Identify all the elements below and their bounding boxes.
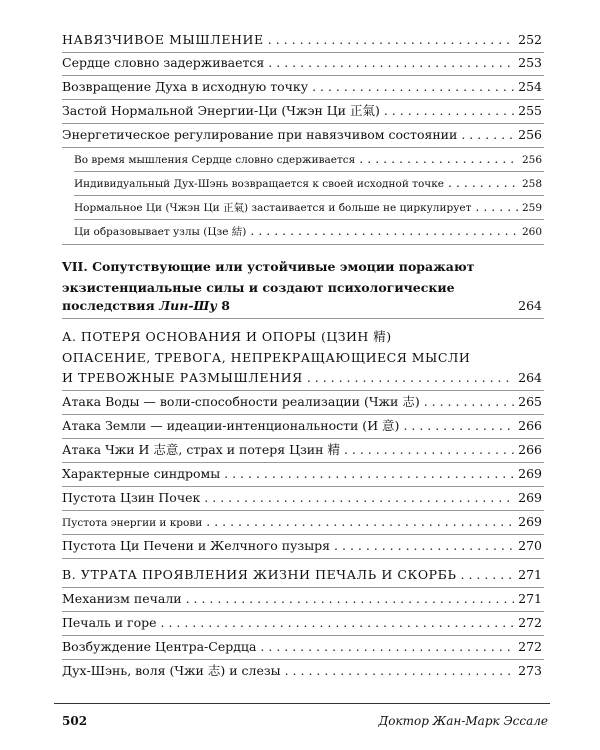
- section-line: А. ПОТЕРЯ ОСНОВАНИЯ И ОПОРЫ (ЦЗИН 精): [62, 329, 392, 344]
- toc-entry-page: 265: [518, 394, 542, 409]
- toc-entry-title: Во время мышления Сердце словно сдерживается: [74, 154, 356, 166]
- leader-dots: [461, 127, 514, 143]
- toc-entry-title: Пустота Ци Печени и Желчного пузыря: [62, 538, 331, 553]
- separator: [74, 171, 544, 172]
- separator: [62, 462, 544, 463]
- separator: [62, 414, 544, 415]
- toc-entry-page: 253: [518, 55, 542, 70]
- section-b-heading: [62, 567, 542, 583]
- toc-entry-title: Пустота энергии и крови: [62, 517, 203, 529]
- toc-entry: [62, 639, 542, 655]
- toc-subentry: [74, 151, 542, 168]
- leader-dots: [461, 567, 515, 583]
- leader-dots: [224, 466, 514, 482]
- running-footer-author: Доктор Жан-Марк Эссале: [378, 714, 548, 728]
- toc-subentry: [74, 223, 542, 240]
- toc-entry-title: Индивидуальный Дух-Шэнь возвращается к своей исходной точке: [74, 178, 445, 190]
- leader-dots: [424, 394, 514, 410]
- chapter-vii-last-line: [62, 298, 542, 314]
- toc-entry-page: 271: [518, 591, 542, 606]
- footer-rule: [54, 703, 550, 704]
- toc-entry-title: Возбуждение Центра-Сердца: [62, 639, 257, 654]
- toc-entry: [62, 466, 542, 482]
- toc-subentry: [74, 175, 542, 192]
- separator: [74, 219, 544, 220]
- toc-entry-page: 266: [518, 418, 542, 433]
- toc-entry-page: 269: [518, 514, 542, 529]
- toc-entry-obsessive-thinking: [62, 32, 542, 48]
- leader-dots: [312, 79, 514, 95]
- leader-dots: [285, 663, 515, 679]
- leader-dots: [268, 55, 514, 71]
- toc-entry-page: 271: [518, 567, 542, 582]
- separator: [74, 195, 544, 196]
- separator: [62, 611, 544, 612]
- separator: [62, 318, 544, 319]
- toc-entry-title: Энергетическое регулирование при навязчивом состоянии: [62, 127, 458, 142]
- toc-entry-title: Атака Земли — идеации-интенциональности (И 意): [62, 418, 400, 433]
- toc-entry-title: Ци образовывает узлы (Цзе 結): [74, 226, 247, 238]
- toc-entry-title: Нормальное Ци (Чжэн Ци 正氣) застаивается и больше не циркулирует: [74, 202, 472, 214]
- toc-entry: [62, 127, 542, 143]
- section-a-last-line: [62, 370, 542, 386]
- toc-entry-page: 258: [521, 178, 542, 190]
- leader-dots: [161, 615, 515, 631]
- leader-dots: [448, 175, 518, 191]
- page-number: 502: [62, 714, 88, 728]
- section-line: ОПАСЕНИЕ, ТРЕВОГА, НЕПРЕКРАЩАЮЩИЕСЯ МЫСЛИ: [62, 350, 471, 365]
- toc-entry-page: 264: [518, 370, 542, 385]
- section-line: И ТРЕВОЖНЫЕ РАЗМЫШЛЕНИЯ: [62, 370, 303, 385]
- leader-dots: [475, 199, 518, 215]
- toc-entry: [62, 55, 542, 71]
- toc-entry-page: 260: [521, 226, 542, 238]
- separator: [62, 587, 544, 588]
- toc-entry-page: 269: [518, 466, 542, 481]
- toc-entry-title: Пустота Цзин Почек: [62, 490, 201, 505]
- toc-entry-page: 254: [518, 79, 542, 94]
- separator: [62, 510, 544, 511]
- toc-entry-page: 273: [518, 663, 542, 678]
- toc-entry-page: 256: [518, 127, 542, 142]
- chapter-line-prefix: последствия: [62, 298, 160, 313]
- leader-dots: [250, 223, 518, 239]
- leader-dots: [334, 538, 514, 554]
- leader-dots: [206, 514, 514, 530]
- leader-dots: [344, 442, 514, 458]
- toc-entry: [62, 442, 542, 458]
- toc-entry: [62, 663, 542, 679]
- leader-dots: [260, 639, 514, 655]
- separator: [62, 659, 544, 660]
- separator: [62, 438, 544, 439]
- chapter-vii-heading: [62, 256, 542, 298]
- separator: [62, 123, 544, 124]
- toc-entry-page: 270: [518, 538, 542, 553]
- toc-entry-page: 259: [521, 202, 542, 214]
- leader-dots: [307, 370, 514, 386]
- toc-entry-title: Характерные синдромы: [62, 466, 221, 481]
- toc-entry-page: 272: [518, 615, 542, 630]
- leader-dots: [403, 418, 514, 434]
- toc-entry: [62, 103, 542, 119]
- leader-dots: [204, 490, 514, 506]
- section-title: В. УТРАТА ПРОЯВЛЕНИЯ ЖИЗНИ ПЕЧАЛЬ И СКОРБЬ: [62, 567, 457, 582]
- toc-entry-title: НАВЯЗЧИВОЕ МЫШЛЕНИЕ: [62, 32, 264, 47]
- toc-entry-title: Сердце словно задерживается: [62, 55, 265, 70]
- leader-dots: [384, 103, 514, 119]
- leader-dots: [186, 591, 515, 607]
- toc-entry-page: 272: [518, 639, 542, 654]
- toc-entry-page: 255: [518, 103, 542, 118]
- toc-entry-title: Дух-Шэнь, воля (Чжи 志) и слезы: [62, 663, 281, 678]
- toc-entry-title: Печаль и горе: [62, 615, 157, 630]
- chapter-line: экзистенциальные силы и создают психологические: [62, 280, 455, 295]
- separator: [62, 75, 544, 76]
- leader-dots: [359, 151, 518, 167]
- toc-entry-page: 266: [518, 442, 542, 457]
- toc-entry-page: 264: [518, 298, 542, 313]
- separator: [62, 147, 544, 148]
- toc-entry-title: Застой Нормальной Энергии-Ци (Чжэн Ци 正氣): [62, 103, 380, 118]
- toc-entry-page: 256: [521, 154, 542, 166]
- toc-subentry: [74, 199, 542, 216]
- toc-entry-title: Атака Чжи И 志意, страх и потеря Цзин 精: [62, 442, 340, 457]
- toc-entry: [62, 394, 542, 410]
- lingshu-italic: Лин-Шу: [159, 298, 217, 313]
- separator: [62, 99, 544, 100]
- separator: [62, 244, 544, 245]
- separator: [62, 52, 544, 53]
- toc-entry: [62, 514, 542, 531]
- separator: [62, 534, 544, 535]
- toc-entry: [62, 615, 542, 631]
- separator: [62, 486, 544, 487]
- separator: [62, 635, 544, 636]
- toc-entry-page: 252: [518, 32, 542, 47]
- toc-entry-title: Атака Воды — воли-способности реализации (Чжи 志): [62, 394, 420, 409]
- toc-entry: [62, 591, 542, 607]
- section-a-heading: [62, 326, 542, 368]
- toc-entry: [62, 418, 542, 434]
- toc-entry: [62, 490, 542, 506]
- toc-entry-page: 269: [518, 490, 542, 505]
- toc-entry-title: Возвращение Духа в исходную точку: [62, 79, 309, 94]
- toc-entry-title: Механизм печали: [62, 591, 182, 606]
- leader-dots: [268, 32, 514, 48]
- separator: [62, 390, 544, 391]
- toc-entry: [62, 79, 542, 95]
- toc-entry: [62, 538, 542, 554]
- chapter-line-suffix: 8: [216, 298, 230, 313]
- chapter-line: VII. Сопутствующие или устойчивые эмоции поражают: [62, 259, 475, 274]
- separator: [62, 558, 544, 559]
